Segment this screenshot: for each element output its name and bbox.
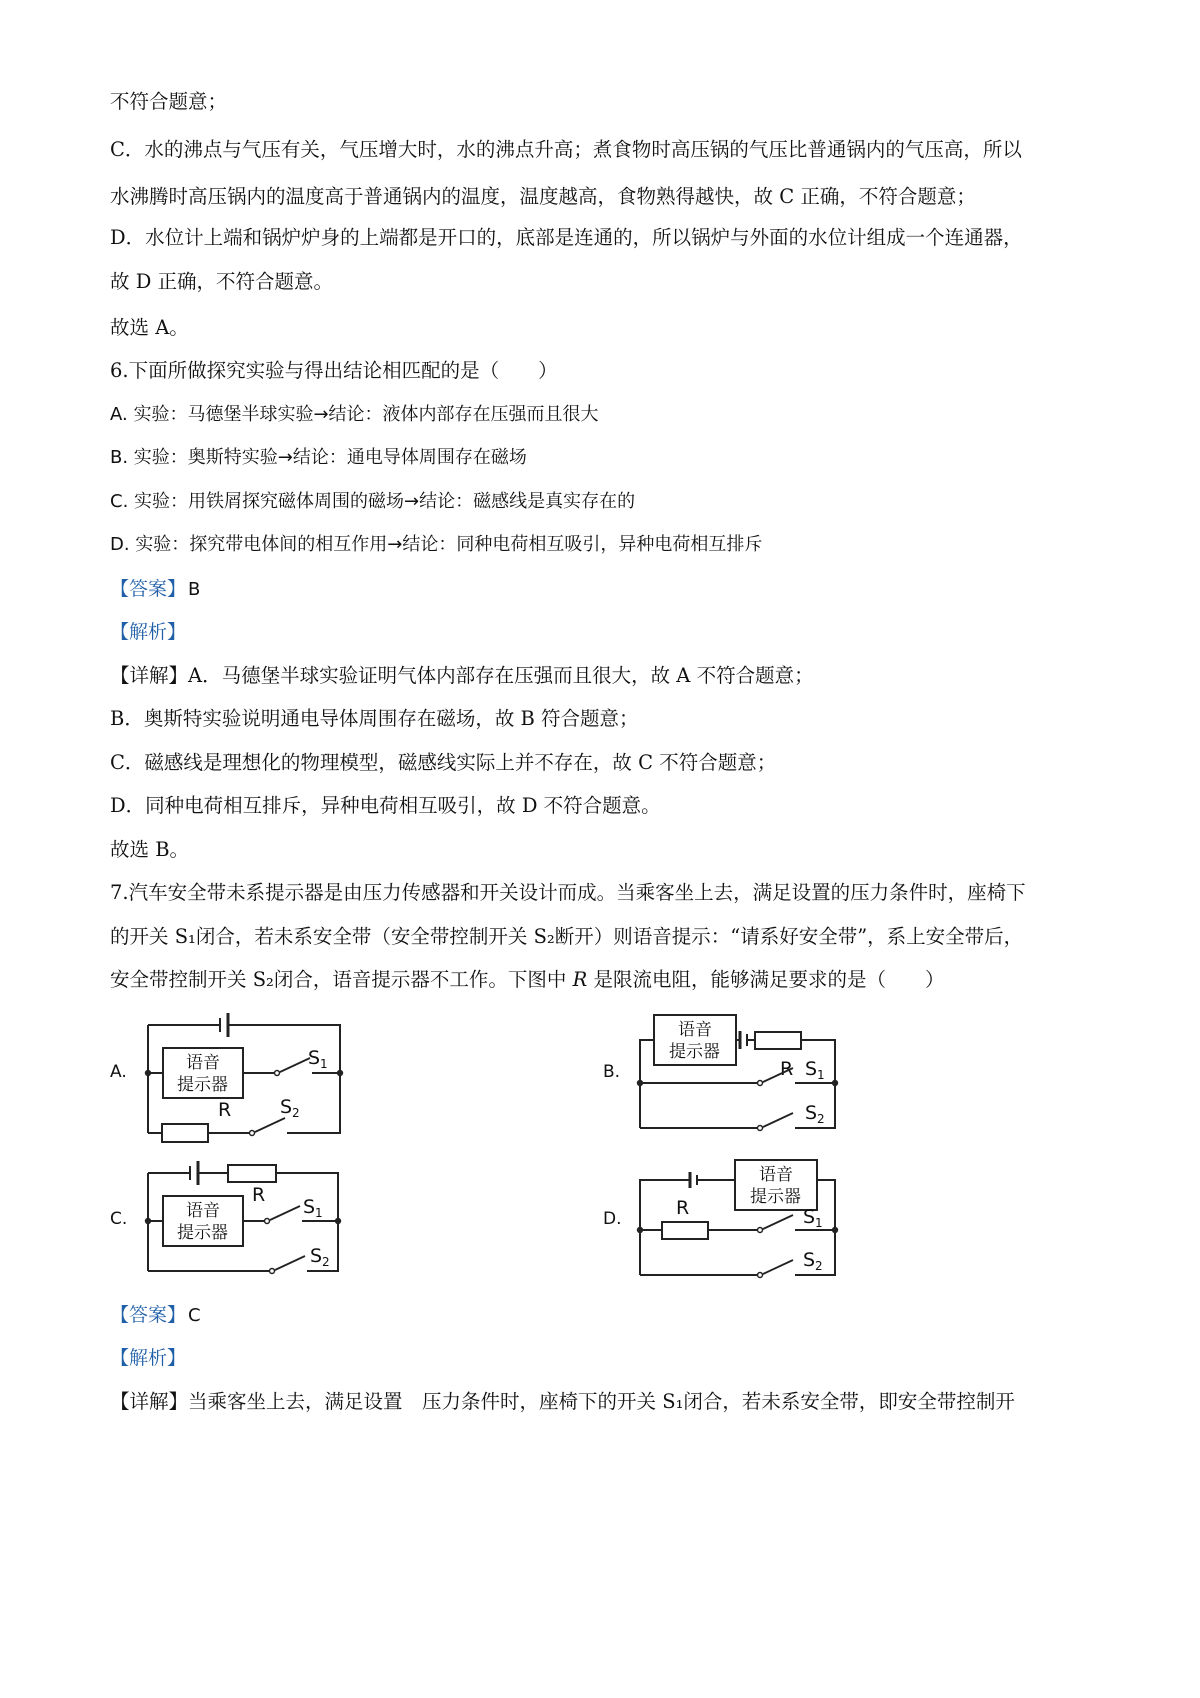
answer-tag: 【答案】 <box>110 1304 187 1326</box>
switch-s1 <box>763 1215 793 1229</box>
resistor <box>228 1165 276 1182</box>
text-line: C．水的沸点与气压有关，气压增大时，水的沸点升高；煮食物时高压锅的气压比普通锅内的气压高，所以 <box>110 138 1022 161</box>
circuit-b-label: B. <box>603 1062 621 1082</box>
resistor <box>662 1222 708 1239</box>
svg-text:提示器: 提示器 <box>177 1075 228 1095</box>
question-6-option-a: A. 实验：马德堡半球实验→结论：液体内部存在压强而且很大 <box>110 404 599 425</box>
circuit-a-label: A. <box>110 1062 127 1082</box>
text-line: D．水位计上端和锅炉炉身的上端都是开口的，底部是连通的，所以锅炉与外面的水位计组成一个连通器， <box>110 226 1023 249</box>
detail-tag: 【详解】 <box>110 664 189 687</box>
switch-s1 <box>270 1206 300 1220</box>
question-7-analysis <box>110 1344 186 1372</box>
analysis-tag: 【解析】 <box>110 1347 187 1369</box>
svg-text:提示器: 提示器 <box>669 1042 720 1062</box>
switch-s1 <box>280 1058 310 1072</box>
svg-text:2: 2 <box>817 1112 825 1126</box>
analysis-tag: 【解析】 <box>110 621 187 643</box>
text-line: 水沸腾时高压锅内的温度高于普通锅内的温度，温度越高，食物熟得越快，故 C 正确，不符合题意； <box>110 185 976 208</box>
question-7-stem-2: 的开关 S₁闭合，若未系安全带（安全带控制开关 S₂断开）则语音提示：“请系好安全带”，系上安全带后， <box>110 925 1024 948</box>
question-6-conclusion: 故选 B。 <box>110 838 190 861</box>
svg-text:提示器: 提示器 <box>177 1223 228 1243</box>
text-line: 故 D 正确，不符合题意。 <box>110 270 334 293</box>
switch-s2 <box>763 1113 793 1127</box>
svg-text:S: S <box>805 1102 818 1124</box>
question-6-option-b: B. 实验：奥斯特实验→结论：通电导体周围存在磁场 <box>110 447 527 468</box>
resistor <box>162 1124 208 1142</box>
svg-text:R: R <box>218 1099 232 1121</box>
circuit-c-diagram <box>130 1158 350 1288</box>
detail-text: 当乘客坐上去，满足设置 压力条件时，座椅下的开关 S₁闭合，若未系安全带，即安全带控制开 <box>188 1390 1015 1413</box>
text-line: B．奥斯特实验说明通电导体周围存在磁场，故 B 符合题意； <box>110 707 639 730</box>
svg-text:S: S <box>805 1058 818 1080</box>
svg-text:1: 1 <box>815 1216 823 1230</box>
switch-s2 <box>763 1260 793 1274</box>
circuit-d-diagram <box>640 1160 850 1290</box>
question-6-option-d: D. 实验：探究带电体间的相互作用→结论：同种电荷相互吸引，异种电荷相互排斥 <box>110 534 763 555</box>
question-7-detail <box>110 1388 1015 1416</box>
circuit-a-diagram <box>130 1010 350 1145</box>
detail-tag: 【详解】 <box>110 1390 189 1413</box>
svg-text:提示器: 提示器 <box>750 1187 801 1207</box>
svg-text:2: 2 <box>322 1255 330 1269</box>
resistor <box>755 1032 801 1049</box>
svg-text:语音: 语音 <box>186 1053 220 1073</box>
circuit-d-label: D. <box>603 1209 622 1229</box>
question-6-analysis <box>110 618 186 646</box>
variable-r: R <box>572 968 588 991</box>
question-6-stem: 6.下面所做探究实验与得出结论相匹配的是（ ） <box>110 359 558 382</box>
svg-text:S: S <box>803 1206 816 1228</box>
answer-value: B <box>188 579 201 600</box>
circuit-c-label: C. <box>110 1209 128 1229</box>
svg-text:S: S <box>308 1047 321 1069</box>
svg-text:1: 1 <box>817 1068 825 1082</box>
svg-text:语音: 语音 <box>678 1020 712 1040</box>
svg-text:R: R <box>780 1058 794 1080</box>
svg-text:S: S <box>310 1245 323 1267</box>
text-line: D．同种电荷相互排斥，异种电荷相互吸引，故 D 不符合题意。 <box>110 794 661 817</box>
detail-text: A．马德堡半球实验证明气体内部存在压强而且很大，故 A 不符合题意； <box>188 664 814 687</box>
question-6-detail <box>110 662 814 690</box>
question-6-answer <box>110 575 200 604</box>
switch-s2 <box>255 1118 285 1132</box>
svg-text:1: 1 <box>315 1206 323 1220</box>
question-7-answer <box>110 1301 201 1330</box>
svg-text:1: 1 <box>320 1057 328 1071</box>
answer-tag: 【答案】 <box>110 578 187 600</box>
svg-text:2: 2 <box>292 1106 300 1120</box>
question-7-stem-3: 安全带控制开关 S₂闭合，语音提示器不工作。下图中 R 是限流电阻，能够满足要求的是（ ） <box>110 968 945 991</box>
question-7-stem-1: 7.汽车安全带未系提示器是由压力传感器和开关设计而成。当乘客坐上去，满足设置的压力条件时，座椅下 <box>110 881 1026 904</box>
circuit-b-diagram <box>640 1015 850 1145</box>
svg-text:语音: 语音 <box>759 1165 793 1185</box>
question-6-option-c: C. 实验：用铁屑探究磁体周围的磁场→结论：磁感线是真实存在的 <box>110 491 636 512</box>
switch-s2 <box>275 1256 305 1270</box>
svg-text:S: S <box>303 1196 316 1218</box>
svg-text:R: R <box>252 1184 266 1206</box>
svg-text:S: S <box>280 1096 293 1118</box>
text-line: C．磁感线是理想化的物理模型，磁感线实际上并不存在，故 C 不符合题意； <box>110 751 777 774</box>
text-line: 不符合题意； <box>110 90 228 113</box>
answer-value: C <box>188 1305 201 1326</box>
svg-text:2: 2 <box>815 1259 823 1273</box>
svg-text:S: S <box>803 1249 816 1271</box>
svg-text:语音: 语音 <box>186 1201 220 1221</box>
text-line: 故选 A。 <box>110 316 189 339</box>
svg-text:R: R <box>676 1197 690 1219</box>
